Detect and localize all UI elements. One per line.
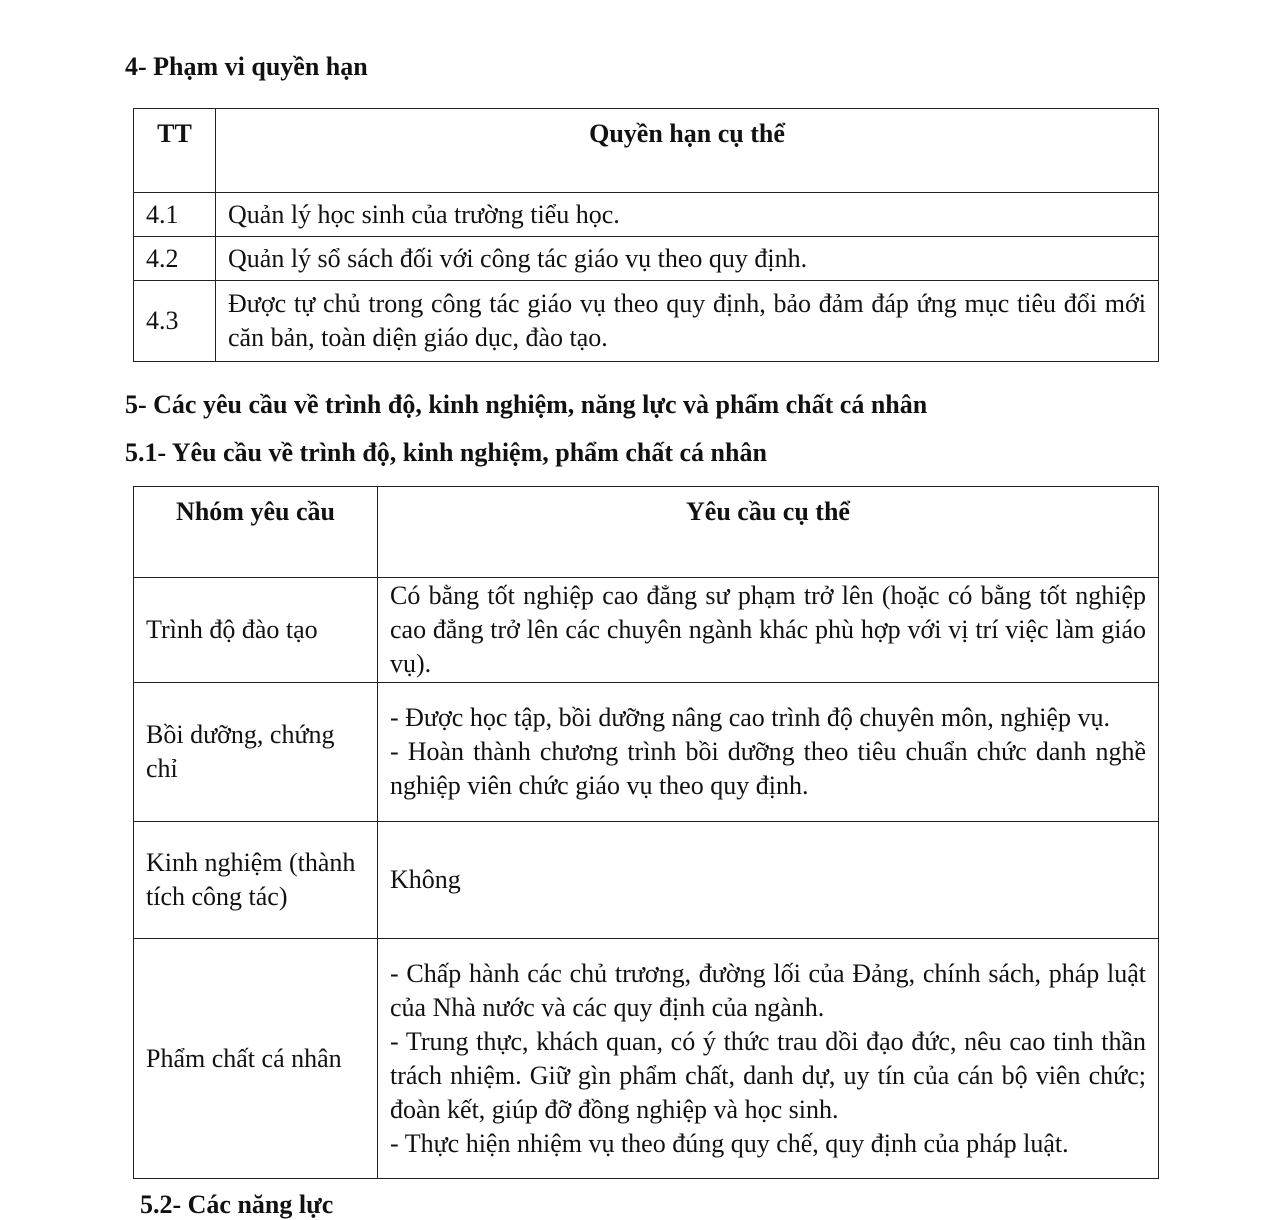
requirement-detail: [378, 939, 1159, 1179]
table-row: [134, 281, 1159, 362]
row-text: Được tự chủ trong công tác giáo vụ theo quy định, bảo đảm đáp ứng mục tiêu đổi mới căn bản, toàn diện giáo dục, đào tạo.: [216, 281, 1159, 362]
table-header-row: [134, 109, 1159, 193]
requirement-item: - Hoàn thành chương trình bồi dưỡng theo tiêu chuẩn chức danh nghề nghiệp viên chức giáo vụ theo quy định.: [390, 737, 1146, 800]
requirements-table: [133, 486, 1159, 1179]
section-4-heading: 4- Phạm vi quyền hạn: [125, 52, 368, 81]
requirement-detail: [378, 683, 1159, 822]
row-text: Quản lý sổ sách đối với công tác giáo vụ theo quy định.: [216, 237, 1159, 281]
table-row: [134, 683, 1159, 822]
column-header-requirement: Yêu cầu cụ thể: [378, 487, 1159, 578]
requirement-item: Có bằng tốt nghiệp cao đẳng sư phạm trở lên (hoặc có bằng tốt nghiệp cao đẳng trở lên các chuyên ngành khác phù hợp với vị trí việc làm giáo vụ).: [390, 581, 1146, 678]
table-header-row: [134, 487, 1159, 578]
section-5-1-heading: 5.1- Yêu cầu về trình độ, kinh nghiệm, phẩm chất cá nhân: [125, 438, 767, 467]
row-number: 4.1: [134, 193, 216, 237]
section-5-2-heading-partial: 5.2- Các năng lực: [140, 1190, 334, 1219]
requirement-group: Kinh nghiệm (thành tích công tác): [134, 822, 378, 939]
requirement-group: Phẩm chất cá nhân: [134, 939, 378, 1179]
column-header-group: Nhóm yêu cầu: [134, 487, 378, 578]
requirement-group: Trình độ đào tạo: [134, 578, 378, 683]
row-number: 4.3: [134, 281, 216, 362]
row-text: Quản lý học sinh của trường tiểu học.: [216, 193, 1159, 237]
column-header-tt: TT: [134, 109, 216, 193]
authority-table: [133, 108, 1159, 362]
row-number: 4.2: [134, 237, 216, 281]
table-row: [134, 578, 1159, 683]
requirement-detail: [378, 822, 1159, 939]
table-row: [134, 822, 1159, 939]
requirement-item: - Được học tập, bồi dưỡng nâng cao trình độ chuyên môn, nghiệp vụ.: [390, 703, 1110, 732]
requirement-item: - Trung thực, khách quan, có ý thức trau dồi đạo đức, nêu cao tinh thần trách nhiệm. Giữ gìn phẩm chất, danh dự, uy tín của cán bộ viên chức; đoàn kết, giúp đỡ đồng nghiệp và học sinh.: [390, 1026, 1146, 1124]
requirement-item: Không: [390, 865, 461, 894]
requirement-item: - Thực hiện nhiệm vụ theo đúng quy chế, quy định của pháp luật.: [390, 1128, 1069, 1158]
requirement-item: - Chấp hành các chủ trương, đường lối của Đảng, chính sách, pháp luật của Nhà nước và các quy định của ngành.: [390, 958, 1146, 1022]
requirement-detail: [378, 578, 1159, 683]
section-5-heading: 5- Các yêu cầu về trình độ, kinh nghiệm, năng lực và phẩm chất cá nhân: [125, 390, 928, 419]
table-row: [134, 193, 1159, 237]
column-header-authority: Quyền hạn cụ thể: [216, 109, 1159, 193]
table-row: [134, 237, 1159, 281]
table-row: [134, 939, 1159, 1179]
requirement-group: Bồi dưỡng, chứng chỉ: [134, 683, 378, 822]
